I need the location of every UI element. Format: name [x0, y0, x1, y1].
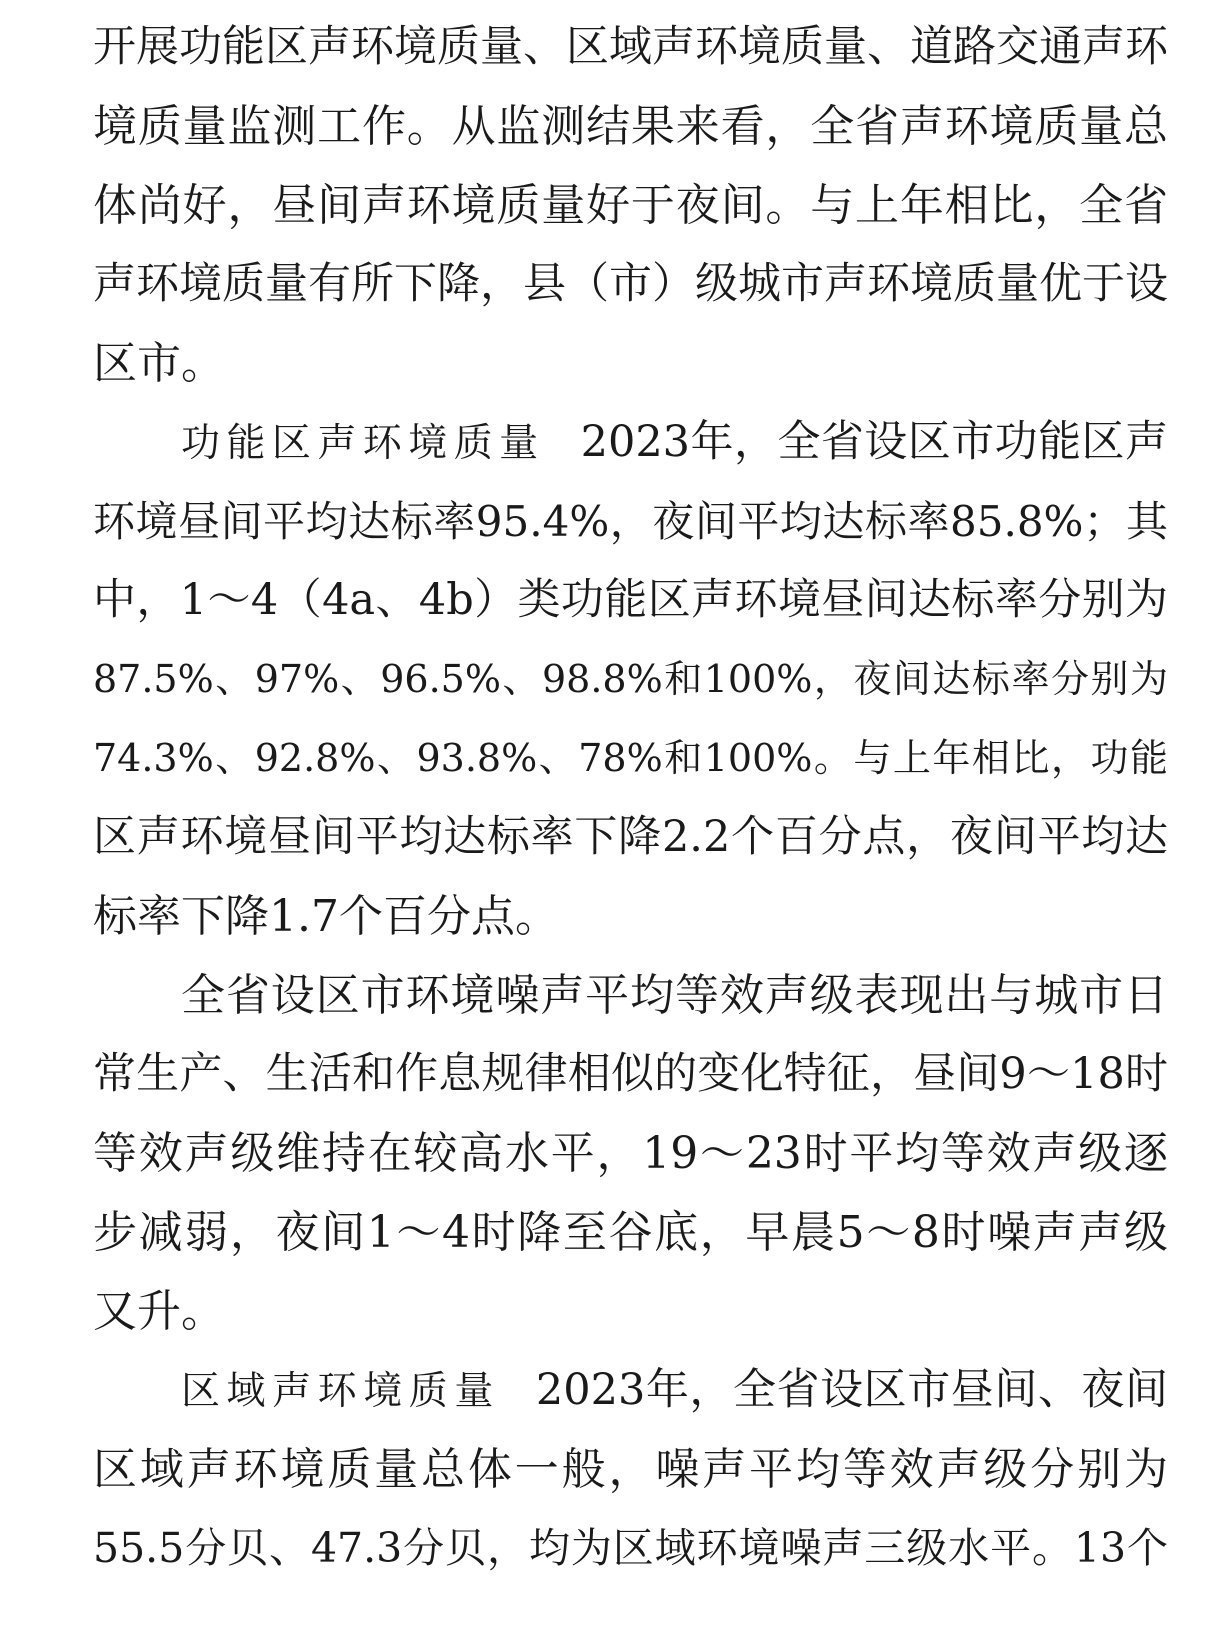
text-line: 等效声级维持在较高水平，19～23时平均等效声级逐 [93, 1128, 1168, 1179]
paragraph-2 [93, 403, 1168, 956]
text-line: 环境昼间平均达标率95.4%，夜间平均达标率85.8%；其 [93, 497, 1168, 546]
text-line: 常生产、生活和作息规律相似的变化特征，昼间9～18时 [93, 1049, 1168, 1099]
text-line: 声环境质量有所下降，县（市）级城市声环境质量优于设 [93, 259, 1168, 309]
text-line: 区域声环境质量总体一般，噪声平均等效声级分别为 [93, 1444, 1168, 1495]
text-span: 2023年，全省设区市昼间、夜间 [535, 1365, 1168, 1415]
text-line: 区市。 [93, 338, 225, 389]
text-span: 2023年，全省设区市功能区声 [580, 417, 1168, 467]
text-line [93, 1351, 1168, 1430]
text-line: 步减弱，夜间1～4时降至谷底，早晨5～8时噪声声级 [93, 1207, 1168, 1258]
text-line: 全省设区市环境噪声平均等效声级表现出与城市日 [181, 970, 1168, 1021]
document-page [93, 8, 1168, 1588]
text-line: 87.5%、97%、96.5%、98.8%和100%，夜间达标率分别为 [93, 657, 1168, 701]
paragraph-1 [93, 8, 1168, 403]
text-line: 74.3%、92.8%、93.8%、78%和100%。与上年相比，功能 [93, 736, 1168, 780]
text-line: 体尚好，昼间声环境质量好于夜间。与上年相比，全省 [93, 180, 1168, 231]
text-line: 中，1～4（4a、4b）类功能区声环境昼间达标率分别为 [93, 575, 1168, 625]
section-heading: 区域声环境质量 [181, 1369, 500, 1414]
text-line: 又升。 [93, 1286, 225, 1337]
paragraph-4 [93, 1351, 1168, 1588]
text-line: 境质量监测工作。从监测结果来看，全省声环境质量总 [93, 101, 1168, 152]
section-heading: 功能区声环境质量 [181, 421, 545, 466]
text-line: 55.5分贝、47.3分贝，均为区域环境噪声三级水平。13个 [93, 1524, 1168, 1572]
paragraph-3 [93, 956, 1168, 1351]
text-line [93, 403, 1168, 482]
text-line: 标率下降1.7个百分点。 [93, 891, 559, 942]
text-line: 开展功能区声环境质量、区域声环境质量、道路交通声环 [93, 22, 1168, 72]
text-line: 区声环境昼间平均达标率下降2.2个百分点，夜间平均达 [93, 812, 1168, 862]
